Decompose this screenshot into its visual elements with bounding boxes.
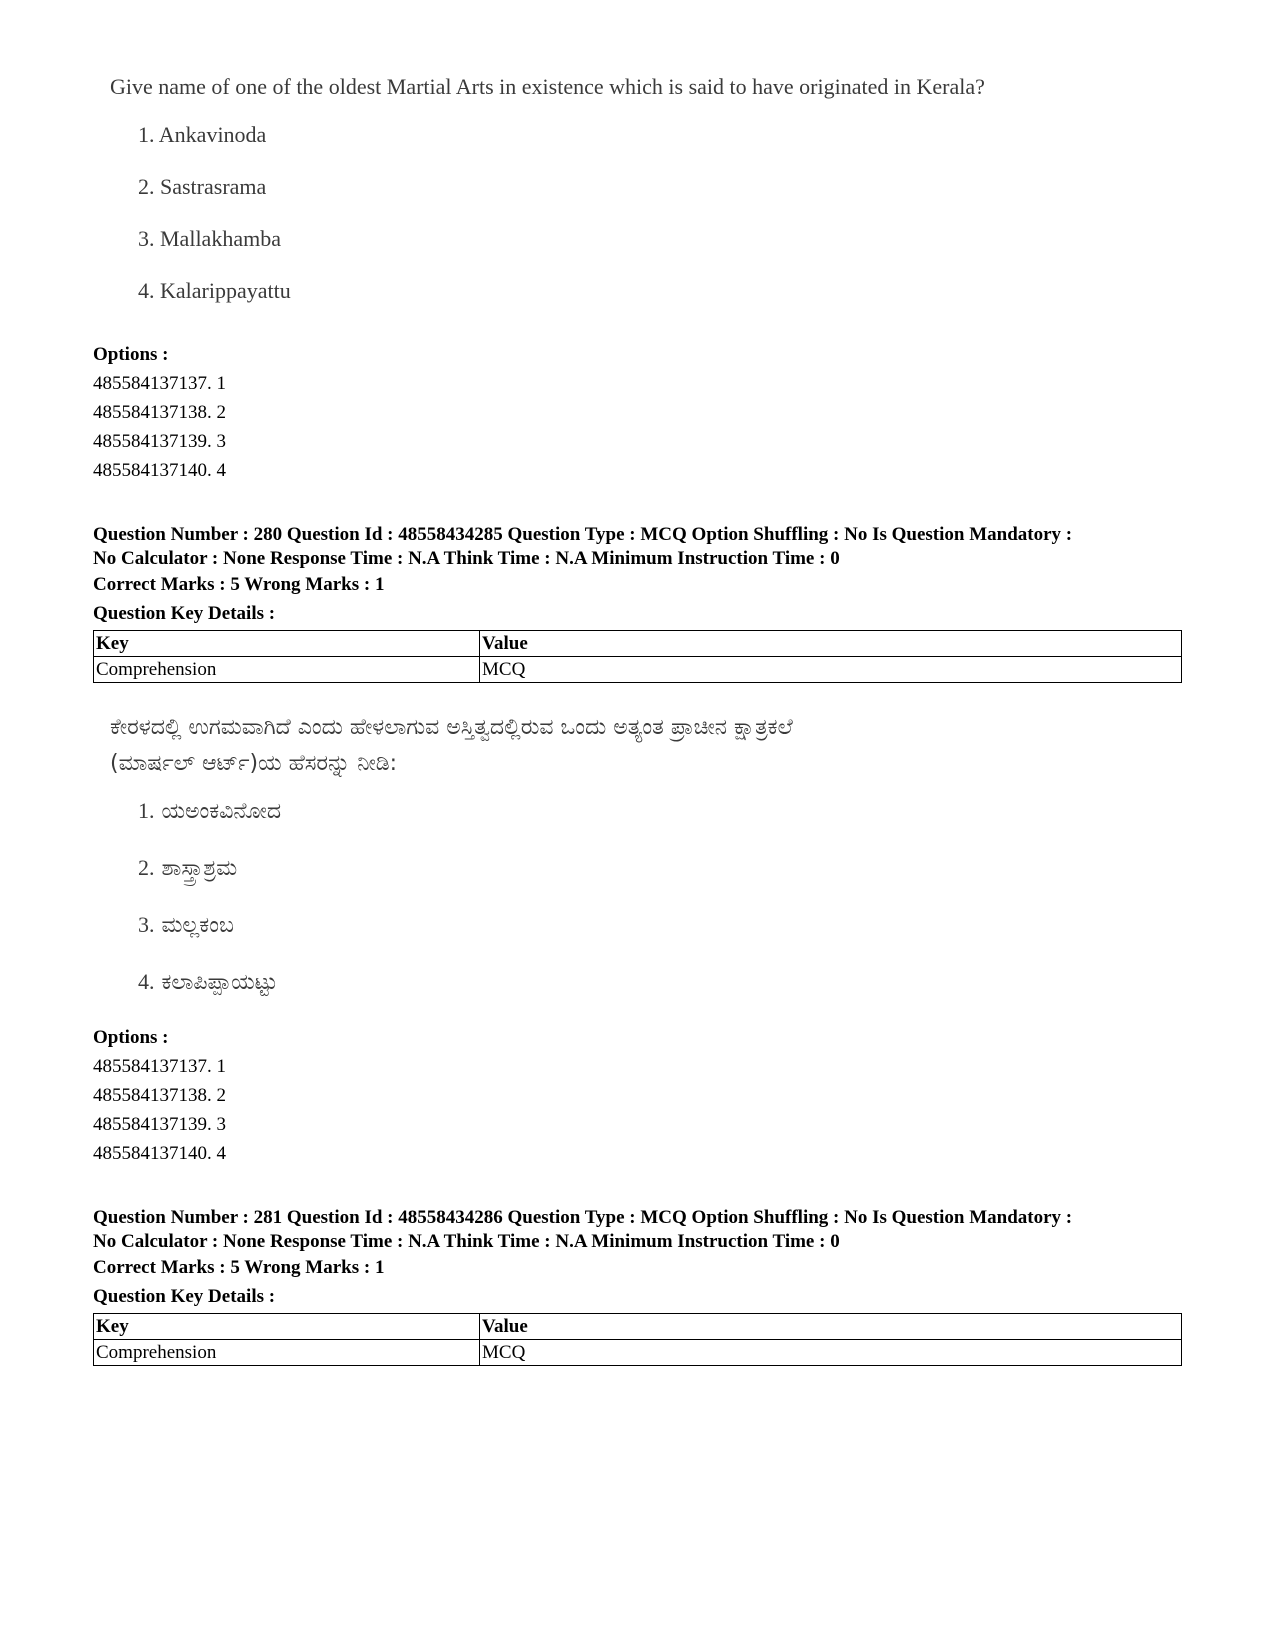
marks-line: Correct Marks : 5 Wrong Marks : 1 <box>93 574 385 595</box>
option-item: 485584137140. 4 <box>93 460 226 481</box>
table-header-row <box>94 1314 1182 1340</box>
option-item: 485584137138. 2 <box>93 1085 226 1106</box>
table-header-cell: Value <box>480 631 1182 657</box>
table-cell: MCQ <box>480 1340 1182 1366</box>
key-details-table <box>93 630 1182 683</box>
choice-text: Ankavinoda <box>158 122 267 147</box>
table-cell: Comprehension <box>94 657 480 683</box>
option-item: 485584137137. 1 <box>93 1056 226 1077</box>
table-row <box>94 657 1182 683</box>
choice-number: 1. <box>138 798 155 823</box>
question-meta-line: No Calculator : None Response Time : N.A Think Time : N.A Minimum Instruction Time : 0 <box>93 548 840 569</box>
choice-item <box>138 855 237 881</box>
choice-number: 4. <box>138 969 155 994</box>
choice-item <box>138 912 234 938</box>
question-meta-line: No Calculator : None Response Time : N.A Think Time : N.A Minimum Instruction Time : 0 <box>93 1231 840 1252</box>
choice-text: Kalarippayattu <box>160 278 291 303</box>
choice-number: 4. <box>138 278 155 303</box>
choice-number: 3. <box>138 912 155 937</box>
choice-number: 1. <box>138 122 155 147</box>
table-header-cell: Key <box>94 631 480 657</box>
option-item: 485584137139. 3 <box>93 1114 226 1135</box>
table-header-cell: Key <box>94 1314 480 1340</box>
choice-number: 2. <box>138 174 155 199</box>
key-details-label: Question Key Details : <box>93 603 276 624</box>
choice-number: 3. <box>138 226 155 251</box>
table-cell: MCQ <box>480 657 1182 683</box>
question-image-english <box>110 70 1110 320</box>
question-meta <box>93 1206 1072 1254</box>
marks-line: Correct Marks : 5 Wrong Marks : 1 <box>93 1257 385 1278</box>
choice-item <box>138 226 281 252</box>
options-block <box>93 1023 226 1168</box>
options-label: Options : <box>93 1027 169 1048</box>
choice-text: Sastrasrama <box>160 174 267 199</box>
choice-item <box>138 278 291 304</box>
choice-item <box>138 969 278 995</box>
choice-text: ಮಲ್ಲಕಂಬ <box>161 913 234 938</box>
question-meta-line: Question Number : 281 Question Id : 48558434286 Question Type : MCQ Option Shuffling : No Is Question Mandatory : <box>93 1207 1073 1228</box>
option-item: 485584137138. 2 <box>93 402 226 423</box>
question-meta-line: Question Number : 280 Question Id : 48558434285 Question Type : MCQ Option Shuffling : No Is Question Mandatory : <box>93 524 1073 545</box>
choice-number: 2. <box>138 855 155 880</box>
key-details-table <box>93 1313 1182 1366</box>
choice-text: ಶಾಸ್ತ್ರಾಶ್ರಮ <box>161 856 238 881</box>
option-item: 485584137140. 4 <box>93 1143 226 1164</box>
question-meta <box>93 523 1072 571</box>
table-row <box>94 1340 1182 1366</box>
choice-text: ಕಲಾಪಿಪ್ಪಾಯಟ್ಟು <box>161 970 278 995</box>
choice-text: Mallakhamba <box>160 226 281 251</box>
question-text: Give name of one of the oldest Martial Arts in existence which is said to have originated in Kerala? <box>110 74 985 99</box>
option-item: 485584137137. 1 <box>93 373 226 394</box>
choice-item <box>138 174 266 200</box>
question-image-kannada <box>110 710 1150 1000</box>
options-block <box>93 340 226 485</box>
table-header-cell: Value <box>480 1314 1182 1340</box>
choice-item <box>138 122 266 148</box>
question-text: ಕೇರಳದಲ್ಲಿ ಉಗಮವಾಗಿದೆ ಎಂದು ಹೇಳಲಾಗುವ ಅಸ್ತಿತ್ವದಲ್ಲಿರುವ ಒಂದು ಅತ್ಯಂತ ಪ್ರಾಚೀನ ಕ್ಷಾತ್ರಕಲೆ <box>110 715 793 740</box>
option-item: 485584137139. 3 <box>93 431 226 452</box>
question-text: (ಮಾರ್ಷಲ್ ಆರ್ಟ್)ಯ ಹೆಸರನ್ನು ನೀಡಿ: <box>110 751 398 776</box>
table-cell: Comprehension <box>94 1340 480 1366</box>
table-header-row <box>94 631 1182 657</box>
choice-item <box>138 798 281 824</box>
choice-text: ಯಅಂಕವಿನೋದ <box>161 799 282 824</box>
options-label: Options : <box>93 344 169 365</box>
key-details-label: Question Key Details : <box>93 1286 276 1307</box>
